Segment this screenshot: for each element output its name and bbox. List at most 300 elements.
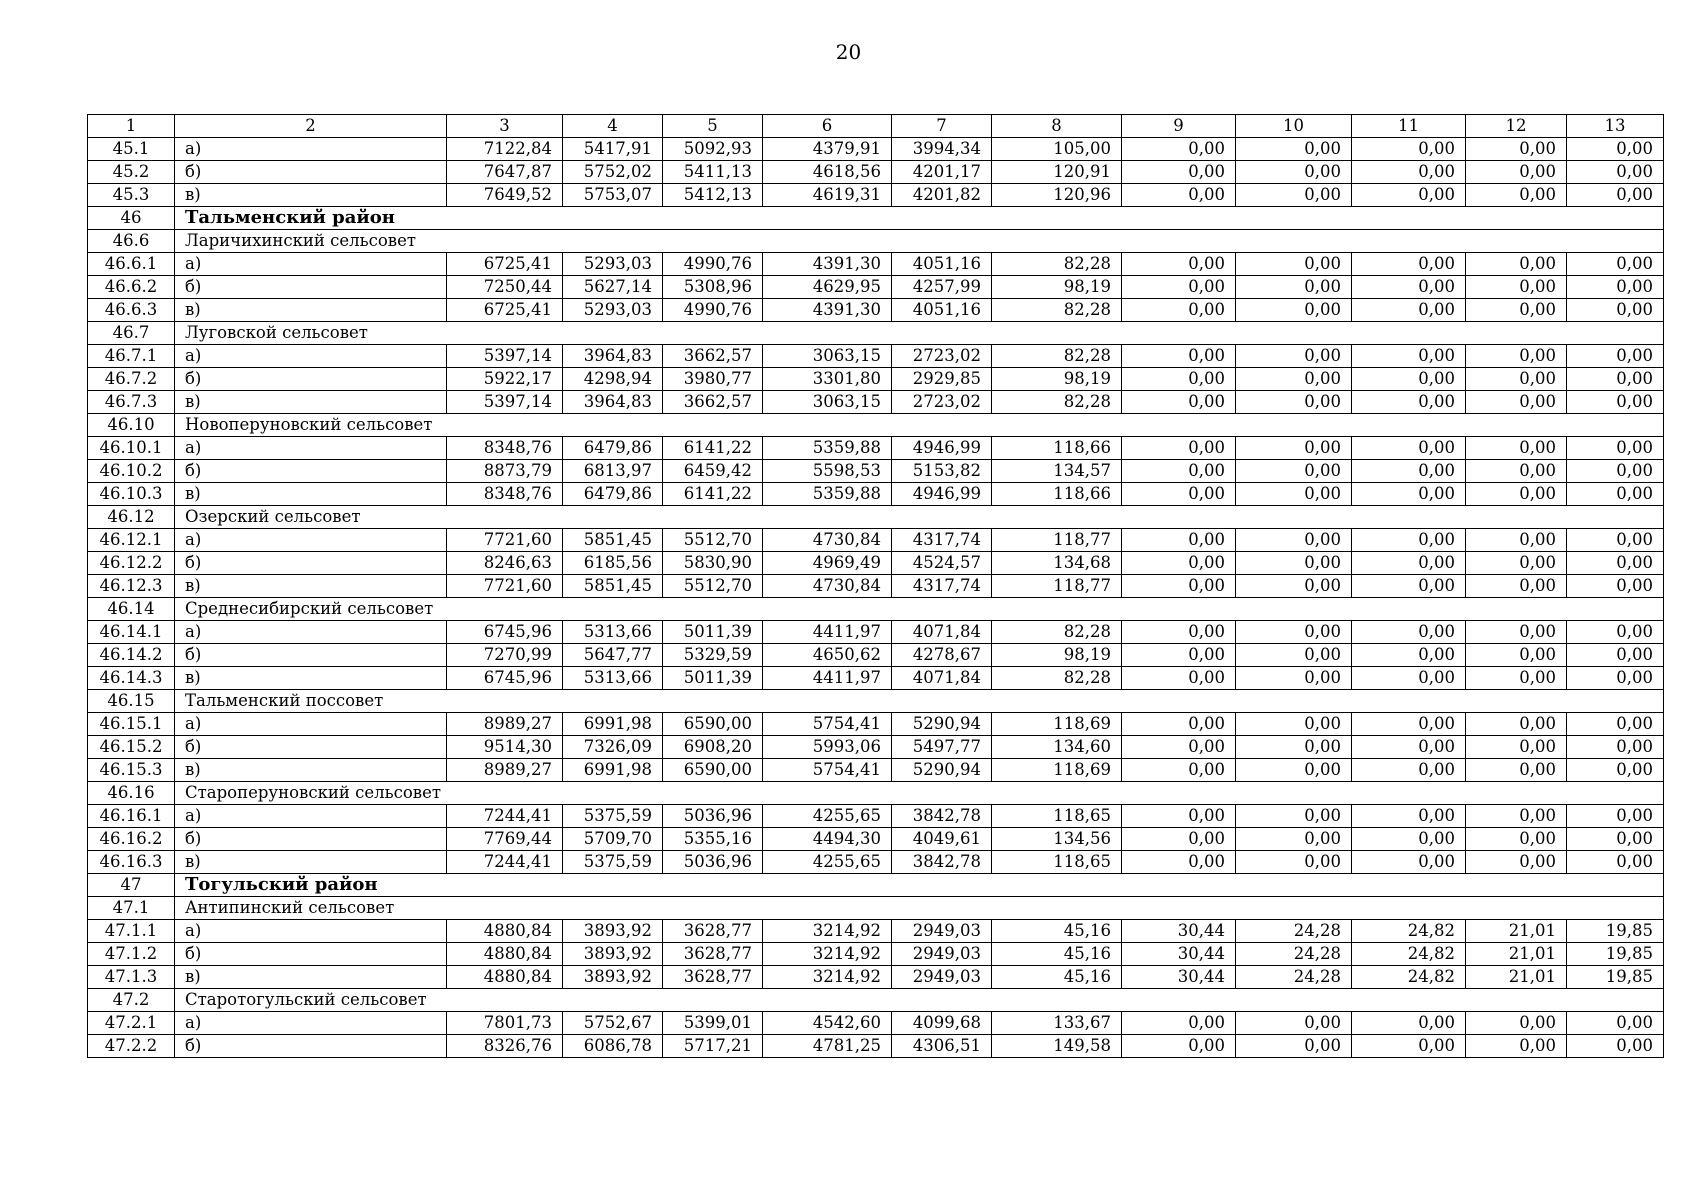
row-index: 46.10.2 <box>88 460 175 483</box>
value-cell: 0,00 <box>1352 621 1466 644</box>
value-cell: 118,77 <box>992 575 1122 598</box>
value-cell: 0,00 <box>1466 1035 1567 1058</box>
value-cell: 0,00 <box>1466 138 1567 161</box>
value-cell: 5993,06 <box>763 736 892 759</box>
value-cell: 8348,76 <box>447 483 563 506</box>
value-cell: 4524,57 <box>892 552 992 575</box>
tariff-table <box>87 114 1664 1058</box>
value-cell: 0,00 <box>1567 276 1664 299</box>
value-cell: 3628,77 <box>663 966 763 989</box>
value-cell: 134,57 <box>992 460 1122 483</box>
table-row <box>88 437 1664 460</box>
value-cell: 0,00 <box>1122 1035 1236 1058</box>
value-cell: 0,00 <box>1352 276 1466 299</box>
section-name: Озерский сельсовет <box>175 506 1664 529</box>
value-cell: 0,00 <box>1352 483 1466 506</box>
value-cell: 3063,15 <box>763 391 892 414</box>
value-cell: 4099,68 <box>892 1012 992 1035</box>
value-cell: 6725,41 <box>447 299 563 322</box>
value-cell: 5397,14 <box>447 345 563 368</box>
table-body <box>88 115 1664 1058</box>
value-cell: 5412,13 <box>663 184 763 207</box>
value-cell: 6141,22 <box>663 483 763 506</box>
value-cell: 0,00 <box>1466 644 1567 667</box>
column-header: 13 <box>1567 115 1664 138</box>
section-row <box>88 414 1664 437</box>
table-row <box>88 621 1664 644</box>
value-cell: 6141,22 <box>663 437 763 460</box>
table-row <box>88 184 1664 207</box>
value-cell: 0,00 <box>1567 1035 1664 1058</box>
row-index: 45.2 <box>88 161 175 184</box>
column-header: 10 <box>1236 115 1352 138</box>
row-index: 47.2.1 <box>88 1012 175 1035</box>
value-cell: 0,00 <box>1567 483 1664 506</box>
value-cell: 19,85 <box>1567 966 1664 989</box>
value-cell: 0,00 <box>1236 368 1352 391</box>
value-cell: 118,65 <box>992 805 1122 828</box>
value-cell: 0,00 <box>1567 437 1664 460</box>
value-cell: 5375,59 <box>563 851 663 874</box>
value-cell: 0,00 <box>1466 299 1567 322</box>
value-cell: 82,28 <box>992 391 1122 414</box>
value-cell: 0,00 <box>1567 552 1664 575</box>
value-cell: 4880,84 <box>447 943 563 966</box>
table-row <box>88 575 1664 598</box>
value-cell: 6991,98 <box>563 713 663 736</box>
section-row <box>88 506 1664 529</box>
value-cell: 0,00 <box>1466 759 1567 782</box>
value-cell: 0,00 <box>1466 575 1567 598</box>
district-row <box>88 874 1664 897</box>
value-cell: 3964,83 <box>563 391 663 414</box>
row-label: б) <box>175 161 447 184</box>
value-cell: 4730,84 <box>763 529 892 552</box>
value-cell: 0,00 <box>1122 759 1236 782</box>
value-cell: 4781,25 <box>763 1035 892 1058</box>
row-index: 47.1.2 <box>88 943 175 966</box>
value-cell: 9514,30 <box>447 736 563 759</box>
row-label: б) <box>175 943 447 966</box>
value-cell: 5092,93 <box>663 138 763 161</box>
value-cell: 0,00 <box>1236 529 1352 552</box>
section-name: Староперуновский сельсовет <box>175 782 1664 805</box>
row-label: а) <box>175 138 447 161</box>
value-cell: 0,00 <box>1236 851 1352 874</box>
value-cell: 7326,09 <box>563 736 663 759</box>
row-label: б) <box>175 736 447 759</box>
value-cell: 149,58 <box>992 1035 1122 1058</box>
value-cell: 19,85 <box>1567 943 1664 966</box>
row-index: 46.7.1 <box>88 345 175 368</box>
value-cell: 24,28 <box>1236 943 1352 966</box>
value-cell: 6459,42 <box>663 460 763 483</box>
value-cell: 82,28 <box>992 345 1122 368</box>
value-cell: 4969,49 <box>763 552 892 575</box>
column-header: 11 <box>1352 115 1466 138</box>
row-label: а) <box>175 1012 447 1035</box>
column-header: 3 <box>447 115 563 138</box>
value-cell: 7769,44 <box>447 828 563 851</box>
value-cell: 5290,94 <box>892 759 992 782</box>
value-cell: 4051,16 <box>892 253 992 276</box>
table-row <box>88 299 1664 322</box>
table-row <box>88 161 1664 184</box>
value-cell: 0,00 <box>1352 161 1466 184</box>
value-cell: 4650,62 <box>763 644 892 667</box>
value-cell: 5512,70 <box>663 529 763 552</box>
column-header: 4 <box>563 115 663 138</box>
row-index: 46.12.2 <box>88 552 175 575</box>
value-cell: 0,00 <box>1466 621 1567 644</box>
value-cell: 6745,96 <box>447 621 563 644</box>
value-cell: 5397,14 <box>447 391 563 414</box>
value-cell: 7244,41 <box>447 851 563 874</box>
value-cell: 4201,82 <box>892 184 992 207</box>
value-cell: 4880,84 <box>447 966 563 989</box>
table-row <box>88 943 1664 966</box>
value-cell: 24,82 <box>1352 966 1466 989</box>
value-cell: 4411,97 <box>763 621 892 644</box>
value-cell: 0,00 <box>1236 460 1352 483</box>
value-cell: 5153,82 <box>892 460 992 483</box>
row-index: 46.7 <box>88 322 175 345</box>
value-cell: 5647,77 <box>563 644 663 667</box>
value-cell: 0,00 <box>1567 575 1664 598</box>
value-cell: 5313,66 <box>563 621 663 644</box>
value-cell: 21,01 <box>1466 943 1567 966</box>
value-cell: 5036,96 <box>663 805 763 828</box>
value-cell: 2949,03 <box>892 966 992 989</box>
value-cell: 3662,57 <box>663 345 763 368</box>
value-cell: 21,01 <box>1466 920 1567 943</box>
value-cell: 8246,63 <box>447 552 563 575</box>
row-label: б) <box>175 460 447 483</box>
section-row <box>88 598 1664 621</box>
table-row <box>88 483 1664 506</box>
value-cell: 0,00 <box>1352 552 1466 575</box>
value-cell: 4051,16 <box>892 299 992 322</box>
value-cell: 4880,84 <box>447 920 563 943</box>
column-header: 12 <box>1466 115 1567 138</box>
value-cell: 0,00 <box>1236 644 1352 667</box>
value-cell: 0,00 <box>1352 1035 1466 1058</box>
value-cell: 7122,84 <box>447 138 563 161</box>
value-cell: 0,00 <box>1466 851 1567 874</box>
section-row <box>88 989 1664 1012</box>
value-cell: 0,00 <box>1567 805 1664 828</box>
value-cell: 0,00 <box>1236 299 1352 322</box>
column-header: 6 <box>763 115 892 138</box>
value-cell: 30,44 <box>1122 966 1236 989</box>
value-cell: 134,60 <box>992 736 1122 759</box>
value-cell: 0,00 <box>1122 667 1236 690</box>
value-cell: 4990,76 <box>663 253 763 276</box>
value-cell: 0,00 <box>1236 161 1352 184</box>
value-cell: 0,00 <box>1236 759 1352 782</box>
value-cell: 82,28 <box>992 667 1122 690</box>
value-cell: 6479,86 <box>563 483 663 506</box>
value-cell: 8989,27 <box>447 759 563 782</box>
value-cell: 3214,92 <box>763 943 892 966</box>
value-cell: 6479,86 <box>563 437 663 460</box>
value-cell: 0,00 <box>1567 161 1664 184</box>
value-cell: 0,00 <box>1352 736 1466 759</box>
value-cell: 5011,39 <box>663 621 763 644</box>
table-row <box>88 966 1664 989</box>
page-number: 20 <box>835 40 862 64</box>
value-cell: 0,00 <box>1567 736 1664 759</box>
value-cell: 0,00 <box>1236 1012 1352 1035</box>
value-cell: 82,28 <box>992 253 1122 276</box>
value-cell: 4317,74 <box>892 575 992 598</box>
value-cell: 4317,74 <box>892 529 992 552</box>
value-cell: 0,00 <box>1122 184 1236 207</box>
value-cell: 19,85 <box>1567 920 1664 943</box>
row-label: б) <box>175 1035 447 1058</box>
value-cell: 0,00 <box>1236 621 1352 644</box>
column-header: 5 <box>663 115 763 138</box>
row-index: 46.12.3 <box>88 575 175 598</box>
section-name: Старотогульский сельсовет <box>175 989 1664 1012</box>
section-row <box>88 690 1664 713</box>
value-cell: 0,00 <box>1236 184 1352 207</box>
value-cell: 4629,95 <box>763 276 892 299</box>
value-cell: 0,00 <box>1122 552 1236 575</box>
value-cell: 45,16 <box>992 966 1122 989</box>
value-cell: 98,19 <box>992 644 1122 667</box>
row-label: а) <box>175 805 447 828</box>
value-cell: 5752,67 <box>563 1012 663 1035</box>
value-cell: 98,19 <box>992 368 1122 391</box>
row-index: 46.14.2 <box>88 644 175 667</box>
value-cell: 0,00 <box>1352 138 1466 161</box>
value-cell: 0,00 <box>1122 828 1236 851</box>
value-cell: 4618,56 <box>763 161 892 184</box>
row-label: в) <box>175 851 447 874</box>
row-index: 46.16 <box>88 782 175 805</box>
value-cell: 5754,41 <box>763 713 892 736</box>
value-cell: 0,00 <box>1122 138 1236 161</box>
value-cell: 120,91 <box>992 161 1122 184</box>
value-cell: 0,00 <box>1567 644 1664 667</box>
value-cell: 0,00 <box>1352 460 1466 483</box>
row-label: в) <box>175 299 447 322</box>
value-cell: 0,00 <box>1466 483 1567 506</box>
value-cell: 21,01 <box>1466 966 1567 989</box>
value-cell: 0,00 <box>1236 138 1352 161</box>
value-cell: 0,00 <box>1352 575 1466 598</box>
value-cell: 0,00 <box>1567 460 1664 483</box>
table-row <box>88 713 1664 736</box>
value-cell: 0,00 <box>1122 276 1236 299</box>
value-cell: 0,00 <box>1466 828 1567 851</box>
value-cell: 0,00 <box>1466 391 1567 414</box>
value-cell: 5375,59 <box>563 805 663 828</box>
value-cell: 5627,14 <box>563 276 663 299</box>
value-cell: 8326,76 <box>447 1035 563 1058</box>
row-label: а) <box>175 437 447 460</box>
value-cell: 0,00 <box>1567 1012 1664 1035</box>
value-cell: 0,00 <box>1352 851 1466 874</box>
value-cell: 24,82 <box>1352 920 1466 943</box>
value-cell: 0,00 <box>1567 184 1664 207</box>
value-cell: 0,00 <box>1466 345 1567 368</box>
section-name: Антипинский сельсовет <box>175 897 1664 920</box>
value-cell: 0,00 <box>1122 1012 1236 1035</box>
value-cell: 5717,21 <box>663 1035 763 1058</box>
table-row <box>88 529 1664 552</box>
district-name: Тальменский район <box>175 207 1664 230</box>
value-cell: 0,00 <box>1352 1012 1466 1035</box>
value-cell: 5753,07 <box>563 184 663 207</box>
value-cell: 5036,96 <box>663 851 763 874</box>
value-cell: 0,00 <box>1122 483 1236 506</box>
value-cell: 133,67 <box>992 1012 1122 1035</box>
value-cell: 0,00 <box>1122 805 1236 828</box>
value-cell: 0,00 <box>1236 483 1352 506</box>
value-cell: 5598,53 <box>763 460 892 483</box>
value-cell: 0,00 <box>1352 759 1466 782</box>
value-cell: 6086,78 <box>563 1035 663 1058</box>
value-cell: 3301,80 <box>763 368 892 391</box>
value-cell: 8873,79 <box>447 460 563 483</box>
value-cell: 5359,88 <box>763 437 892 460</box>
section-name: Луговской сельсовет <box>175 322 1664 345</box>
row-label: б) <box>175 828 447 851</box>
row-label: в) <box>175 391 447 414</box>
value-cell: 118,77 <box>992 529 1122 552</box>
value-cell: 3842,78 <box>892 805 992 828</box>
value-cell: 4391,30 <box>763 299 892 322</box>
value-cell: 0,00 <box>1352 713 1466 736</box>
value-cell: 4730,84 <box>763 575 892 598</box>
table-row <box>88 736 1664 759</box>
section-row <box>88 322 1664 345</box>
value-cell: 4278,67 <box>892 644 992 667</box>
value-cell: 4257,99 <box>892 276 992 299</box>
value-cell: 3628,77 <box>663 920 763 943</box>
value-cell: 0,00 <box>1466 529 1567 552</box>
value-cell: 0,00 <box>1567 529 1664 552</box>
value-cell: 0,00 <box>1466 161 1567 184</box>
value-cell: 6991,98 <box>563 759 663 782</box>
value-cell: 0,00 <box>1352 299 1466 322</box>
section-name: Среднесибирский сельсовет <box>175 598 1664 621</box>
value-cell: 3628,77 <box>663 943 763 966</box>
value-cell: 7649,52 <box>447 184 563 207</box>
section-name: Ларичихинский сельсовет <box>175 230 1664 253</box>
value-cell: 118,69 <box>992 713 1122 736</box>
value-cell: 0,00 <box>1466 276 1567 299</box>
row-index: 46.6.3 <box>88 299 175 322</box>
value-cell: 0,00 <box>1567 138 1664 161</box>
value-cell: 0,00 <box>1122 851 1236 874</box>
row-index: 46.15.3 <box>88 759 175 782</box>
value-cell: 5355,16 <box>663 828 763 851</box>
value-cell: 4946,99 <box>892 483 992 506</box>
value-cell: 0,00 <box>1466 736 1567 759</box>
table-row <box>88 805 1664 828</box>
value-cell: 0,00 <box>1236 667 1352 690</box>
row-label: б) <box>175 552 447 575</box>
table-row <box>88 1035 1664 1058</box>
value-cell: 5830,90 <box>663 552 763 575</box>
value-cell: 0,00 <box>1352 437 1466 460</box>
value-cell: 0,00 <box>1236 253 1352 276</box>
value-cell: 5417,91 <box>563 138 663 161</box>
value-cell: 0,00 <box>1466 437 1567 460</box>
value-cell: 8989,27 <box>447 713 563 736</box>
column-header: 2 <box>175 115 447 138</box>
row-label: а) <box>175 529 447 552</box>
row-index: 46.16.1 <box>88 805 175 828</box>
value-cell: 0,00 <box>1466 667 1567 690</box>
row-index: 45.1 <box>88 138 175 161</box>
value-cell: 2929,85 <box>892 368 992 391</box>
value-cell: 5512,70 <box>663 575 763 598</box>
value-cell: 0,00 <box>1122 253 1236 276</box>
value-cell: 0,00 <box>1122 460 1236 483</box>
row-label: б) <box>175 368 447 391</box>
value-cell: 0,00 <box>1122 391 1236 414</box>
row-index: 47.1.1 <box>88 920 175 943</box>
section-name: Тальменский поссовет <box>175 690 1664 713</box>
value-cell: 0,00 <box>1352 184 1466 207</box>
table-row <box>88 391 1664 414</box>
row-label: в) <box>175 184 447 207</box>
value-cell: 120,96 <box>992 184 1122 207</box>
row-label: а) <box>175 345 447 368</box>
value-cell: 5290,94 <box>892 713 992 736</box>
value-cell: 4255,65 <box>763 851 892 874</box>
value-cell: 30,44 <box>1122 943 1236 966</box>
row-index: 46.10.3 <box>88 483 175 506</box>
row-index: 46.7.3 <box>88 391 175 414</box>
row-index: 47.2.2 <box>88 1035 175 1058</box>
value-cell: 7647,87 <box>447 161 563 184</box>
value-cell: 0,00 <box>1567 621 1664 644</box>
value-cell: 0,00 <box>1122 736 1236 759</box>
value-cell: 0,00 <box>1122 299 1236 322</box>
value-cell: 0,00 <box>1236 552 1352 575</box>
row-index: 46.14.3 <box>88 667 175 690</box>
table-row <box>88 1012 1664 1035</box>
table-row <box>88 759 1664 782</box>
value-cell: 6725,41 <box>447 253 563 276</box>
value-cell: 6590,00 <box>663 713 763 736</box>
value-cell: 6185,56 <box>563 552 663 575</box>
value-cell: 5709,70 <box>563 828 663 851</box>
row-label: в) <box>175 575 447 598</box>
value-cell: 5293,03 <box>563 253 663 276</box>
value-cell: 0,00 <box>1466 1012 1567 1035</box>
value-cell: 0,00 <box>1466 253 1567 276</box>
value-cell: 5313,66 <box>563 667 663 690</box>
value-cell: 0,00 <box>1466 184 1567 207</box>
table-row <box>88 460 1664 483</box>
row-index: 46.10.1 <box>88 437 175 460</box>
row-label: б) <box>175 644 447 667</box>
row-label: в) <box>175 759 447 782</box>
value-cell: 2949,03 <box>892 943 992 966</box>
value-cell: 5851,45 <box>563 529 663 552</box>
column-header: 8 <box>992 115 1122 138</box>
row-index: 47 <box>88 874 175 897</box>
row-index: 46.14.1 <box>88 621 175 644</box>
value-cell: 5308,96 <box>663 276 763 299</box>
value-cell: 6813,97 <box>563 460 663 483</box>
